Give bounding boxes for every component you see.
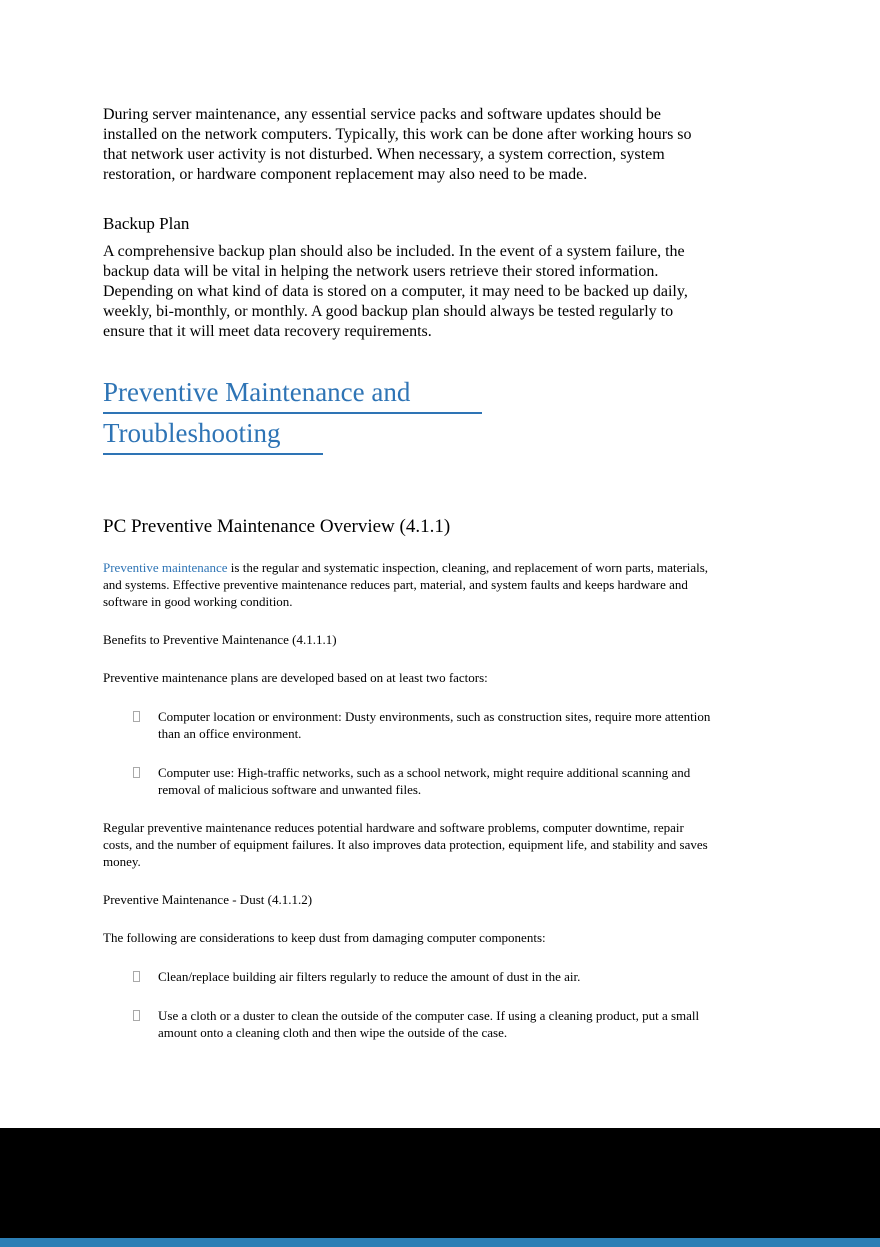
dust-intro: The following are considerations to keep dust from damaging computer components: [103, 930, 546, 945]
backup-plan-heading: Backup Plan [103, 214, 190, 233]
document-content [103, 105, 709, 1041]
pm-definition-text: is the regular and systematic inspection, cleaning, and replacement of worn parts, materials, and systems. Effective preventive maintenance reduces part, material, and system faults and keeps hardware and software in good working condition. [103, 560, 709, 609]
bullet-text: Use a cloth or a duster to clean the outside of the computer case. If using a cleaning product, put a small amount onto a cleaning cloth and then wipe the outside of the case. [158, 1008, 700, 1040]
list-item [133, 1007, 715, 1041]
overview-section-heading: PC Preventive Maintenance Overview (4.1.1) [103, 516, 451, 537]
list-item [133, 708, 715, 742]
missing-glyph-bullet-icon [133, 971, 140, 982]
main-title [103, 373, 709, 455]
benefits-outro: Regular preventive maintenance reduces potential hardware and software problems, computer downtime, repair costs, and the number of equipment failures. It also improves data protection, equipment life, and stability and saves money. [103, 820, 708, 869]
bullet-text: Computer location or environment: Dusty environments, such as construction sites, require more attention than an office environment. [158, 709, 711, 741]
footer-blue-bar [0, 1238, 880, 1247]
missing-glyph-bullet-icon [133, 1010, 140, 1021]
bullet-text: Computer use: High-traffic networks, such as a school network, might require additional scanning and removal of malicious software and unwanted files. [158, 765, 691, 797]
preventive-maintenance-link[interactable]: Preventive maintenance [103, 560, 228, 575]
bullet-text: Clean/replace building air filters regularly to reduce the amount of dust in the air. [158, 969, 581, 984]
benefits-intro: Preventive maintenance plans are developed based on at least two factors: [103, 670, 488, 685]
list-item [133, 764, 715, 798]
dust-heading: Preventive Maintenance - Dust (4.1.1.2) [103, 892, 313, 907]
backup-plan-paragraph: A comprehensive backup plan should also be included. In the event of a system failure, the backup data will be vital in helping the network users retrieve their stored information. Depending on what kind of data is stored on a computer, it may need to be backed up daily, weekly, bi-monthly, or monthly. A good backup plan should always be tested regularly to ensure that it will meet data recovery requirements. [103, 243, 688, 340]
list-item [133, 968, 715, 985]
pm-definition-paragraph [103, 559, 709, 610]
intro-paragraph: During server maintenance, any essential service packs and software updates should be installed on the network computers. Typically, this work can be done after working hours so that network user activity is not disturbed. When necessary, a system correction, system restoration, or hardware component replacement may also need to be made. [103, 106, 692, 183]
main-title-line2: Troubleshooting [103, 414, 323, 455]
footer-black-region [0, 1128, 880, 1238]
missing-glyph-bullet-icon [133, 711, 140, 722]
missing-glyph-bullet-icon [133, 767, 140, 778]
main-title-line1: Preventive Maintenance and [103, 373, 482, 414]
benefits-heading: Benefits to Preventive Maintenance (4.1.1.1) [103, 632, 337, 647]
